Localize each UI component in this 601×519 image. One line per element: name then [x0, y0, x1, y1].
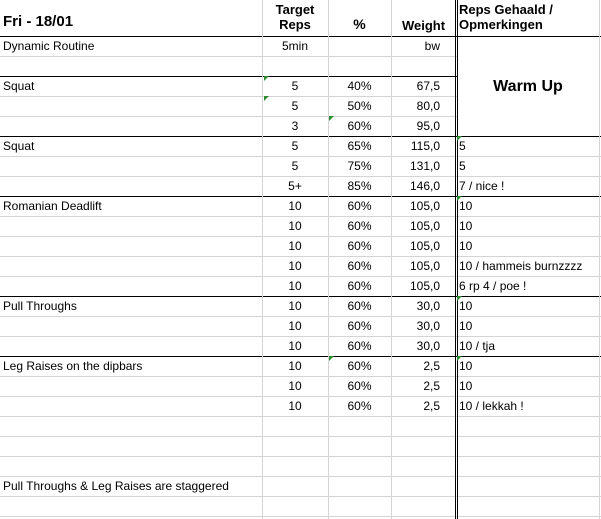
target-reps-cell[interactable]: 5 [291, 159, 299, 173]
percent-cell[interactable]: 60% [347, 359, 372, 373]
target-reps-cell[interactable]: 10 [288, 359, 302, 373]
notes-cell[interactable]: 5 [459, 139, 466, 153]
weight-cell[interactable]: 115,0 [410, 139, 440, 153]
row-gridline [0, 416, 457, 417]
row-gridline [457, 476, 601, 477]
exercise-cell[interactable]: Pull Throughs & Leg Raises are staggered [3, 479, 229, 493]
target-reps-cell[interactable]: 3 [291, 119, 299, 133]
notes-cell[interactable]: 10 [459, 239, 473, 253]
notes-cell[interactable]: 10 [459, 319, 473, 333]
weight-cell[interactable]: bw [424, 39, 440, 53]
header-weight[interactable]: Weight [401, 18, 446, 33]
weight-cell[interactable]: 67,5 [416, 79, 440, 93]
target-reps-cell[interactable]: 10 [288, 299, 302, 313]
target-reps-cell[interactable]: 10 [288, 399, 302, 413]
percent-cell[interactable]: 65% [347, 139, 372, 153]
exercise-cell[interactable]: Romanian Deadlift [3, 199, 102, 213]
percent-cell[interactable]: 40% [347, 79, 372, 93]
weight-cell[interactable]: 131,0 [409, 159, 440, 173]
weight-cell[interactable]: 2,5 [423, 399, 440, 413]
column-border [455, 0, 456, 519]
cell-comment-marker [457, 136, 462, 141]
row-gridline [0, 516, 457, 517]
weight-cell[interactable]: 30,0 [416, 339, 440, 353]
weight-cell[interactable]: 2,5 [423, 379, 440, 393]
notes-cell[interactable]: 10 [459, 359, 473, 373]
target-reps-cell[interactable]: 5+ [288, 179, 302, 193]
percent-cell[interactable]: 60% [347, 119, 372, 133]
percent-cell[interactable]: 60% [347, 399, 372, 413]
target-reps-cell[interactable]: 5 [291, 99, 299, 113]
percent-cell[interactable]: 60% [347, 219, 372, 233]
row-gridline [457, 496, 601, 497]
weight-cell[interactable]: 95,0 [416, 119, 440, 133]
row-gridline [0, 496, 457, 497]
percent-cell[interactable]: 60% [347, 319, 372, 333]
notes-cell[interactable]: 5 [459, 159, 466, 173]
weight-cell[interactable]: 30,0 [416, 319, 440, 333]
percent-cell[interactable]: 85% [347, 179, 372, 193]
notes-cell[interactable]: 6 rp 4 / poe ! [459, 279, 527, 293]
weight-cell[interactable]: 105,0 [409, 219, 440, 233]
percent-cell[interactable]: 50% [347, 99, 372, 113]
notes-cell[interactable]: 10 / hammeis burnzzzz [459, 259, 583, 273]
exercise-cell[interactable]: Dynamic Routine [3, 39, 95, 53]
target-reps-cell[interactable]: 10 [288, 259, 302, 273]
row-gridline [457, 416, 601, 417]
row-gridline [457, 436, 601, 437]
target-reps-cell[interactable]: 10 [288, 199, 302, 213]
exercise-cell[interactable]: Leg Raises on the dipbars [3, 359, 143, 373]
sheet-title[interactable]: Fri - 18/01 [3, 13, 74, 30]
target-reps-cell[interactable]: 5min [281, 39, 308, 53]
percent-cell[interactable]: 60% [347, 199, 372, 213]
header-percent[interactable]: % [353, 16, 366, 32]
percent-cell[interactable]: 60% [347, 279, 372, 293]
cell-comment-marker [264, 76, 269, 81]
target-reps-cell[interactable]: 10 [288, 219, 302, 233]
notes-cell[interactable]: 10 / tja [459, 339, 496, 353]
exercise-cell[interactable]: Squat [3, 79, 35, 93]
exercise-cell[interactable]: Squat [3, 139, 35, 153]
row-gridline [0, 56, 457, 57]
percent-cell[interactable]: 75% [347, 159, 372, 173]
row-gridline [457, 456, 601, 457]
cell-comment-marker [457, 356, 462, 361]
percent-cell[interactable]: 60% [347, 299, 372, 313]
percent-cell[interactable]: 60% [347, 379, 372, 393]
weight-cell[interactable]: 30,0 [416, 299, 440, 313]
notes-cell[interactable]: 10 [459, 299, 473, 313]
section-border [457, 36, 601, 37]
header-notes-line1[interactable]: Reps Gehaald / [459, 2, 553, 17]
percent-cell[interactable]: 60% [347, 239, 372, 253]
header-target-reps-line2[interactable]: Reps [279, 17, 311, 32]
cell-comment-marker [329, 116, 334, 121]
header-notes-line2[interactable]: Opmerkingen [459, 17, 543, 32]
notes-cell[interactable]: 7 / nice ! [459, 179, 505, 193]
weight-cell[interactable]: 105,0 [409, 199, 440, 213]
percent-cell[interactable]: 60% [347, 259, 372, 273]
weight-cell[interactable]: 2,5 [423, 359, 440, 373]
percent-cell[interactable]: 60% [347, 339, 372, 353]
target-reps-cell[interactable]: 10 [288, 319, 302, 333]
target-reps-cell[interactable]: 10 [288, 279, 302, 293]
target-reps-cell[interactable]: 10 [288, 339, 302, 353]
column-gridline [599, 0, 600, 519]
target-reps-cell[interactable]: 10 [288, 239, 302, 253]
target-reps-cell[interactable]: 5 [291, 79, 299, 93]
row-gridline [0, 436, 457, 437]
weight-cell[interactable]: 146,0 [409, 179, 440, 193]
target-reps-cell[interactable]: 10 [288, 379, 302, 393]
cell-comment-marker [264, 96, 269, 101]
weight-cell[interactable]: 80,0 [416, 99, 440, 113]
notes-cell[interactable]: 10 / lekkah ! [459, 399, 524, 413]
row-gridline [0, 456, 457, 457]
target-reps-cell[interactable]: 5 [291, 139, 299, 153]
cell-comment-marker [457, 196, 462, 201]
header-target-reps-line1[interactable]: Target [275, 2, 315, 17]
cell-comment-marker [329, 356, 334, 361]
notes-cell[interactable]: 10 [459, 199, 473, 213]
cell-comment-marker [457, 296, 462, 301]
weight-cell[interactable]: 105,0 [409, 239, 440, 253]
notes-cell[interactable]: 10 [459, 379, 473, 393]
weight-cell[interactable]: 105,0 [409, 259, 440, 273]
row-gridline [457, 516, 601, 517]
warm-up-label[interactable]: Warm Up [493, 78, 563, 95]
notes-cell[interactable]: 10 [459, 219, 473, 233]
weight-cell[interactable]: 105,0 [409, 279, 440, 293]
exercise-cell[interactable]: Pull Throughs [3, 299, 77, 313]
